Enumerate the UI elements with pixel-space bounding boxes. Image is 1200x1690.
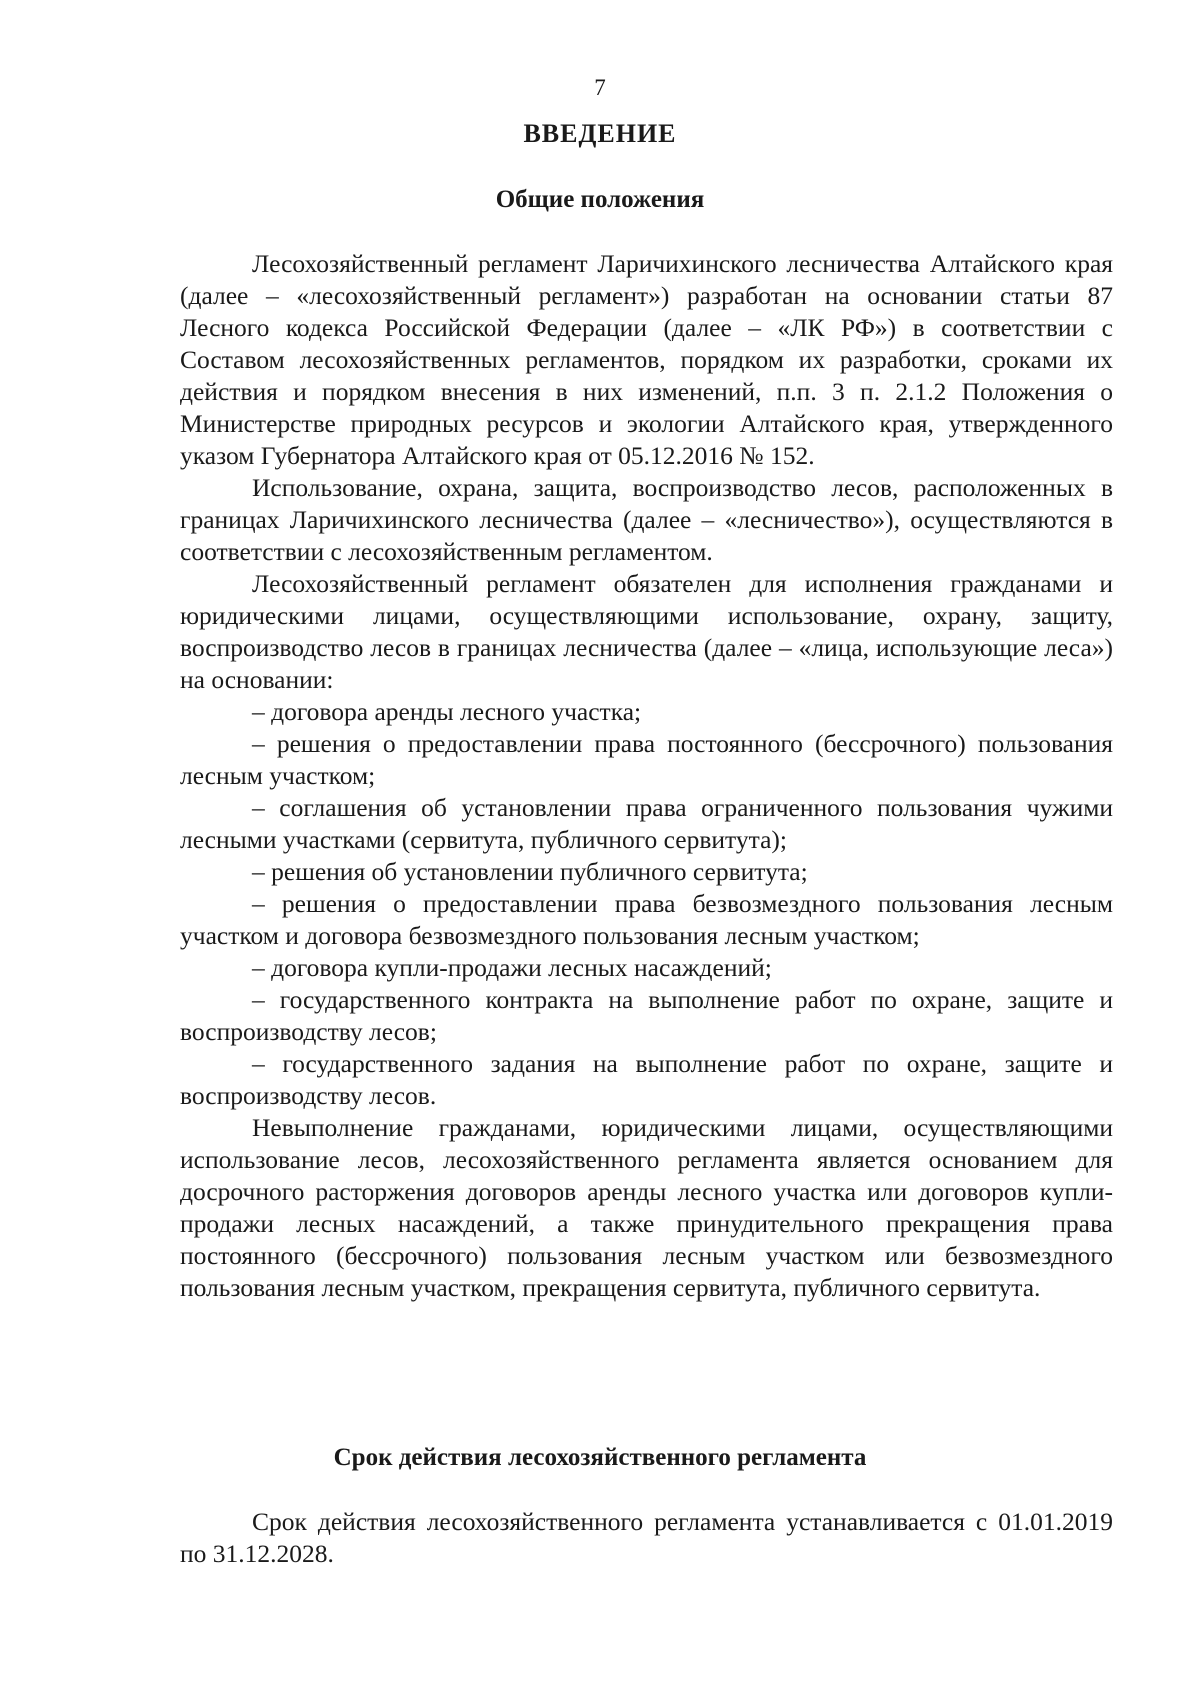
paragraph: Срок действия лесохозяйственного регламента устанавливается с 01.01.2019 по 31.12.2028. <box>180 1507 1113 1568</box>
paragraph: Невыполнение гражданами, юридическими лицами, осуществляющими использование лесов, лесохозяйственного регламента является основанием для досрочного расторжения договоров аренды лесного участка или договоров купли-продажи лесных насаждений, а также принудительного прекращения права постоянного (бессрочного) пользования лесным участком или безвозмездного пользования лесным участком, прекращения сервитута, публичного сервитута. <box>180 1113 1113 1302</box>
paragraph: Использование, охрана, защита, воспроизводство лесов, расположенных в границах Ларичихинского лесничества (далее – «лесничество»), осуществляются в соответствии с лесохозяйственным регламентом. <box>180 473 1113 566</box>
list-item: – договора аренды лесного участка; <box>252 697 642 726</box>
list-item: – государственного задания на выполнение работ по охране, защите и воспроизводству лесов. <box>180 1049 1113 1110</box>
page-number: 7 <box>594 75 606 100</box>
list-item: – соглашения об установлении права ограниченного пользования чужими лесными участками (сервитута, публичного сервитута); <box>180 793 1113 854</box>
list-item: – государственного контракта на выполнение работ по охране, защите и воспроизводству лесов; <box>180 985 1113 1046</box>
list-item: – решения о предоставлении права безвозмездного пользования лесным участком и договора безвозмездного пользования лесным участком; <box>180 889 1113 950</box>
section-heading-general: Общие положения <box>495 186 705 213</box>
paragraph: Лесохозяйственный регламент Ларичихинского лесничества Алтайского края (далее – «лесохозяйственный регламент») разработан на основании статьи 87 Лесного кодекса Российской Федерации (далее – «ЛК РФ») в соответствии с Составом лесохозяйственных регламентов, порядком их разработки, сроками их действия и порядком внесения в них изменений, п.п. 3 п. 2.1.2 Положения о Министерстве природных ресурсов и экологии Алтайского края, утвержденного указом Губернатора Алтайского края от 05.12.2016 № 152. <box>180 249 1113 470</box>
document-title: ВВЕДЕНИЕ <box>523 119 677 148</box>
section-body-term <box>180 1506 1113 1570</box>
list-item: – решения о предоставлении права постоянного (бессрочного) пользования лесным участком; <box>180 729 1113 790</box>
list-item: – решения об установлении публичного сервитута; <box>252 857 808 886</box>
list-item: – договора купли-продажи лесных насаждений; <box>252 953 772 982</box>
paragraph: Лесохозяйственный регламент обязателен для исполнения гражданами и юридическими лицами, осуществляющими использование, охрану, защиту, воспроизводство лесов в границах лесничества (далее – «лица, использующие леса») на основании: <box>180 569 1113 694</box>
section-body-general <box>180 248 1113 1304</box>
section-heading-term: Срок действия лесохозяйственного регламента <box>333 1444 867 1471</box>
